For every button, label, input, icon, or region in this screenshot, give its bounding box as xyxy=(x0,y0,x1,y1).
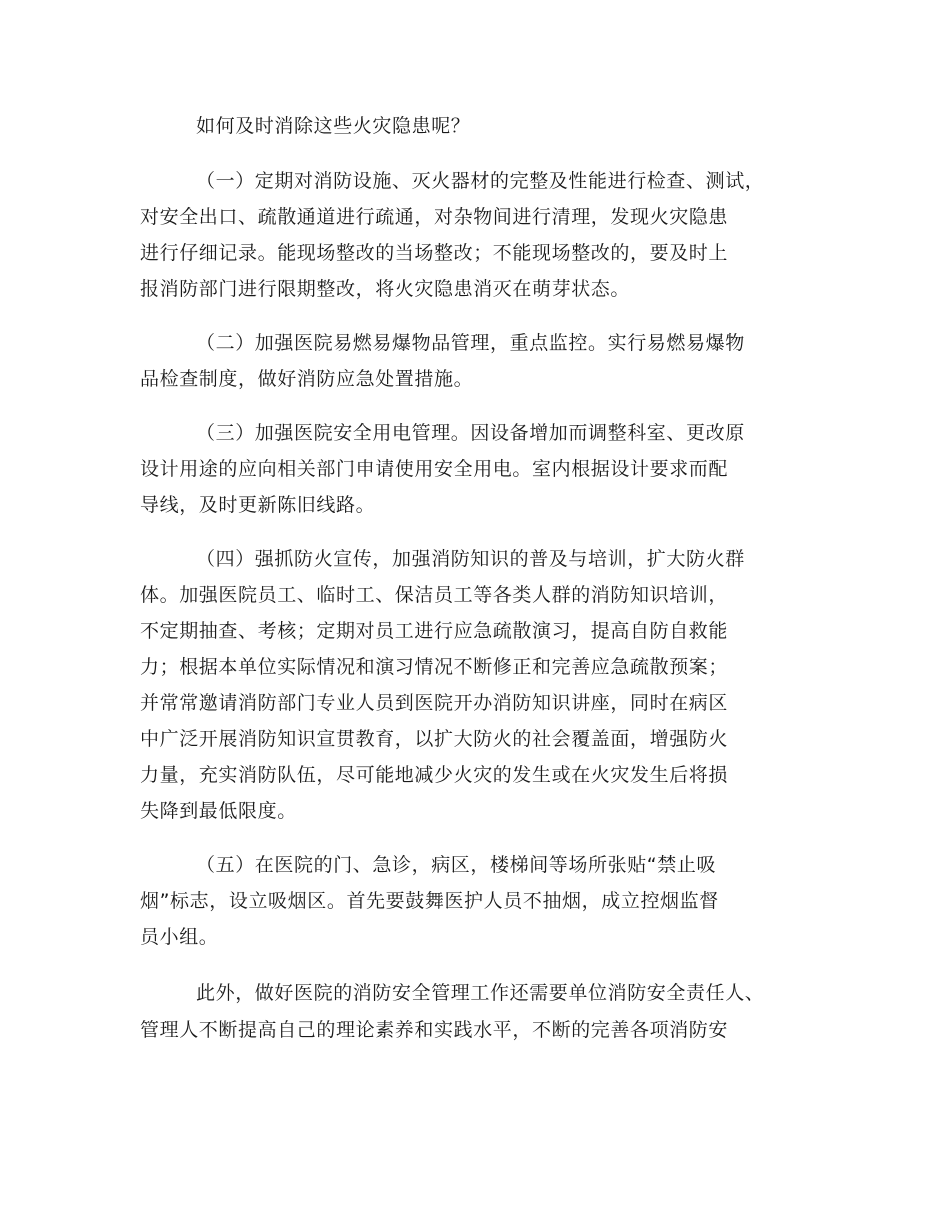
paragraph-intro-line-1: 如何及时消除这些火灾隐患呢？ xyxy=(196,115,471,137)
paragraph-closing-line-1: 此外，做好医院的消防安全管理工作还需要单位消防安全责任人、 xyxy=(196,982,765,1004)
paragraph-item-3-line-2: 设计用途的应向相关部门申请使用安全用电。室内根据设计要求而配 xyxy=(140,458,729,480)
paragraph-item-1-line-2: 对安全出口、疏散通道进行疏通，对杂物间进行清理，发现火灾隐患 xyxy=(140,206,729,228)
paragraph-item-2-line-2: 品检查制度，做好消防应急处置措施。 xyxy=(140,368,474,390)
paragraph-item-2-line-1: （二）加强医院易燃易爆物品管理，重点监控。实行易燃易爆物 xyxy=(196,332,745,354)
paragraph-item-4-line-7: 力量，充实消防队伍，尽可能地减少火灾的发生或在火灾发生后将损 xyxy=(140,764,729,786)
paragraph-item-1-line-1: （一）定期对消防设施、灭火器材的完整及性能进行检查、测试， xyxy=(196,170,765,192)
paragraph-item-1-line-4: 报消防部门进行限期整改，将火灾隐患消灭在萌芽状态。 xyxy=(140,278,631,300)
paragraph-item-5-line-2: 烟”标志，设立吸烟区。首先要鼓舞医护人员不抽烟，成立控烟监督 xyxy=(140,890,719,912)
paragraph-item-3-line-1: （三）加强医院安全用电管理。因设备增加而调整科室、更改原 xyxy=(196,422,745,444)
paragraph-item-4-line-1: （四）强抓防火宣传，加强消防知识的普及与培训，扩大防火群 xyxy=(196,548,745,570)
paragraph-item-4-line-5: 并常常邀请消防部门专业人员到医院开办消防知识讲座，同时在病区 xyxy=(140,692,729,714)
paragraph-item-4-line-6: 中广泛开展消防知识宣贯教育，以扩大防火的社会覆盖面，增强防火 xyxy=(140,728,729,750)
paragraph-item-1-line-3: 进行仔细记录。能现场整改的当场整改；不能现场整改的，要及时上 xyxy=(140,242,729,264)
paragraph-item-3-line-3: 导线，及时更新陈旧线路。 xyxy=(140,494,376,516)
paragraph-item-5-line-1: （五）在医院的门、急诊，病区，楼梯间等场所张贴“禁止吸 xyxy=(196,854,717,876)
paragraph-closing-line-2: 管理人不断提高自己的理论素养和实践水平，不断的完善各项消防安 xyxy=(140,1019,729,1041)
paragraph-item-4-line-8: 失降到最低限度。 xyxy=(140,800,297,822)
paragraph-item-4-line-2: 体。加强医院员工、临时工、保洁员工等各类人群的消防知识培训， xyxy=(140,584,729,606)
paragraph-item-5-line-3: 员小组。 xyxy=(140,926,219,948)
paragraph-item-4-line-4: 力；根据本单位实际情况和演习情况不断修正和完善应急疏散预案； xyxy=(140,656,729,678)
paragraph-item-4-line-3: 不定期抽查、考核；定期对员工进行应急疏散演习，提高自防自救能 xyxy=(140,620,729,642)
